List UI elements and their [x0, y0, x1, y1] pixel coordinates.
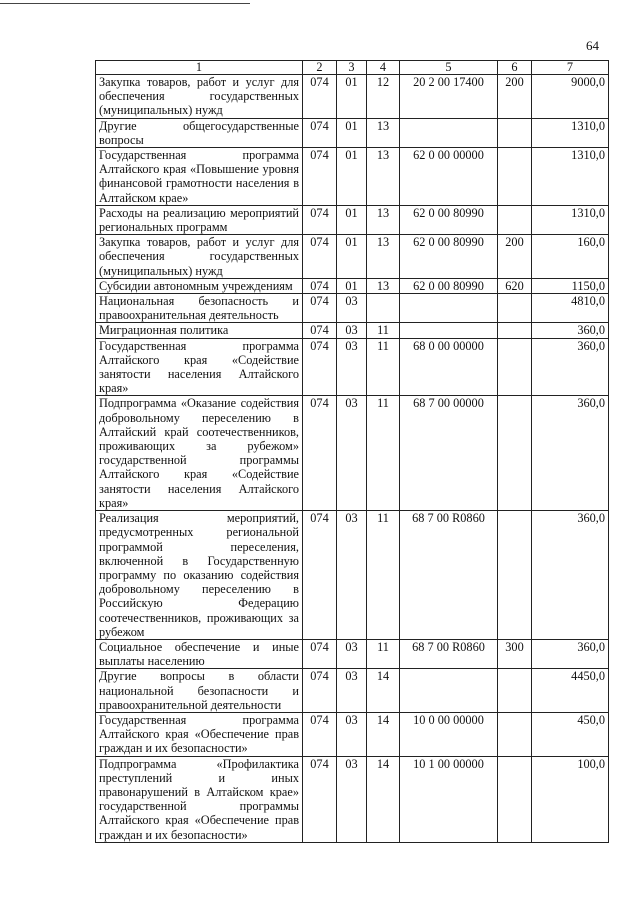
row-expense-type: 620 [498, 278, 532, 293]
row-ministry: 074 [303, 756, 337, 842]
row-expense-type [498, 511, 532, 640]
table-row [96, 669, 609, 713]
row-name: Национальная безопасность и правоохранительная деятельность [96, 294, 303, 323]
table-row [96, 294, 609, 323]
col-header-7: 7 [532, 61, 609, 75]
row-subsection: 13 [367, 205, 400, 234]
row-section: 03 [337, 756, 367, 842]
row-expense-type [498, 756, 532, 842]
row-name: Реализация мероприятий, предусмотренных региональной программой переселения, включенной в Государственную программу по оказанию содействия добровольному переселению в Российскую Федерацию соотечественников, проживающих за рубежом [96, 511, 303, 640]
table-row [96, 278, 609, 293]
row-section: 03 [337, 338, 367, 396]
row-ministry: 074 [303, 511, 337, 640]
row-amount: 1310,0 [532, 118, 609, 147]
row-expense-type [498, 338, 532, 396]
row-expense-type [498, 669, 532, 713]
row-subsection: 13 [367, 118, 400, 147]
row-section: 03 [337, 511, 367, 640]
row-expense-type [498, 148, 532, 206]
row-name: Подпрограмма «Оказание содействия добровольному переселению в Алтайский край соотечественников, проживающих за рубежом» государственной программы Алтайского края «Содействие занятости населения Алтайского края» [96, 396, 303, 511]
table-row [96, 756, 609, 842]
col-header-4: 4 [367, 61, 400, 75]
row-amount: 1310,0 [532, 148, 609, 206]
row-amount: 360,0 [532, 511, 609, 640]
row-ministry: 074 [303, 148, 337, 206]
row-name: Субсидии автономным учреждениям [96, 278, 303, 293]
row-target-code: 62 0 00 00000 [400, 148, 498, 206]
row-name: Государственная программа Алтайского края «Повышение уровня финансовой грамотности населения в Алтайском крае» [96, 148, 303, 206]
row-name: Закупка товаров, работ и услуг для обеспечения государственных (муниципальных) нужд [96, 75, 303, 119]
row-section: 03 [337, 396, 367, 511]
row-subsection [367, 294, 400, 323]
row-ministry: 074 [303, 338, 337, 396]
row-expense-type: 300 [498, 639, 532, 668]
row-section: 01 [337, 205, 367, 234]
row-amount: 4450,0 [532, 669, 609, 713]
row-target-code: 10 1 00 00000 [400, 756, 498, 842]
row-amount: 9000,0 [532, 75, 609, 119]
col-header-3: 3 [337, 61, 367, 75]
row-name: Государственная программа Алтайского края «Обеспечение прав граждан и их безопасности» [96, 712, 303, 756]
table-row [96, 148, 609, 206]
row-subsection: 13 [367, 278, 400, 293]
table-row [96, 639, 609, 668]
row-name: Закупка товаров, работ и услуг для обеспечения государственных (муниципальных) нужд [96, 235, 303, 279]
row-section: 03 [337, 712, 367, 756]
row-amount: 1150,0 [532, 278, 609, 293]
row-amount: 360,0 [532, 338, 609, 396]
page-number: 64 [586, 38, 599, 53]
row-ministry: 074 [303, 323, 337, 338]
table-header-row [96, 61, 609, 75]
row-ministry: 074 [303, 712, 337, 756]
row-subsection: 14 [367, 712, 400, 756]
row-amount: 360,0 [532, 323, 609, 338]
row-target-code: 10 0 00 00000 [400, 712, 498, 756]
table-row [96, 235, 609, 279]
row-expense-type: 200 [498, 235, 532, 279]
row-section: 01 [337, 235, 367, 279]
col-header-6: 6 [498, 61, 532, 75]
row-name: Другие вопросы в области национальной безопасности и правоохранительной деятельности [96, 669, 303, 713]
row-target-code [400, 669, 498, 713]
row-expense-type [498, 323, 532, 338]
row-ministry: 074 [303, 235, 337, 279]
table-row [96, 118, 609, 147]
row-expense-type: 200 [498, 75, 532, 119]
row-expense-type [498, 118, 532, 147]
row-name: Расходы на реализацию мероприятий региональных программ [96, 205, 303, 234]
row-name: Государственная программа Алтайского края «Содействие занятости населения Алтайского края» [96, 338, 303, 396]
row-target-code: 62 0 00 80990 [400, 205, 498, 234]
row-section: 03 [337, 639, 367, 668]
table-row [96, 338, 609, 396]
top-rule [0, 3, 250, 4]
budget-table [95, 60, 609, 843]
row-target-code: 62 0 00 80990 [400, 235, 498, 279]
row-target-code [400, 118, 498, 147]
row-amount: 4810,0 [532, 294, 609, 323]
row-subsection: 13 [367, 148, 400, 206]
row-subsection: 14 [367, 669, 400, 713]
row-target-code: 62 0 00 80990 [400, 278, 498, 293]
row-subsection: 11 [367, 639, 400, 668]
row-section: 01 [337, 148, 367, 206]
row-ministry: 074 [303, 75, 337, 119]
col-header-5: 5 [400, 61, 498, 75]
row-target-code: 20 2 00 17400 [400, 75, 498, 119]
row-target-code [400, 294, 498, 323]
row-section: 03 [337, 323, 367, 338]
row-amount: 450,0 [532, 712, 609, 756]
row-subsection: 12 [367, 75, 400, 119]
row-subsection: 14 [367, 756, 400, 842]
row-ministry: 074 [303, 278, 337, 293]
row-expense-type [498, 396, 532, 511]
row-amount: 360,0 [532, 396, 609, 511]
col-header-1: 1 [96, 61, 303, 75]
row-amount: 1310,0 [532, 205, 609, 234]
row-subsection: 11 [367, 338, 400, 396]
row-name: Социальное обеспечение и иные выплаты населению [96, 639, 303, 668]
table-row [96, 396, 609, 511]
row-target-code: 68 7 00 00000 [400, 396, 498, 511]
col-header-2: 2 [303, 61, 337, 75]
row-expense-type [498, 294, 532, 323]
row-amount: 100,0 [532, 756, 609, 842]
row-section: 01 [337, 278, 367, 293]
row-amount: 160,0 [532, 235, 609, 279]
row-expense-type [498, 205, 532, 234]
row-subsection: 11 [367, 511, 400, 640]
row-name: Другие общегосударственные вопросы [96, 118, 303, 147]
row-section: 01 [337, 118, 367, 147]
row-target-code: 68 7 00 R0860 [400, 639, 498, 668]
row-ministry: 074 [303, 205, 337, 234]
row-ministry: 074 [303, 118, 337, 147]
table-row [96, 511, 609, 640]
table-row [96, 205, 609, 234]
row-name: Подпрограмма «Профилактика преступлений и иных правонарушений в Алтайском крае» государственной программы Алтайского края «Обеспечение прав граждан и их безопасности» [96, 756, 303, 842]
row-ministry: 074 [303, 294, 337, 323]
row-target-code: 68 7 00 R0860 [400, 511, 498, 640]
row-ministry: 074 [303, 639, 337, 668]
row-section: 01 [337, 75, 367, 119]
row-ministry: 074 [303, 669, 337, 713]
row-name: Миграционная политика [96, 323, 303, 338]
row-target-code [400, 323, 498, 338]
row-subsection: 13 [367, 235, 400, 279]
table-row [96, 75, 609, 119]
row-ministry: 074 [303, 396, 337, 511]
row-expense-type [498, 712, 532, 756]
row-target-code: 68 0 00 00000 [400, 338, 498, 396]
table-row [96, 323, 609, 338]
row-amount: 360,0 [532, 639, 609, 668]
table-row [96, 712, 609, 756]
row-section: 03 [337, 669, 367, 713]
row-section: 03 [337, 294, 367, 323]
row-subsection: 11 [367, 323, 400, 338]
row-subsection: 11 [367, 396, 400, 511]
